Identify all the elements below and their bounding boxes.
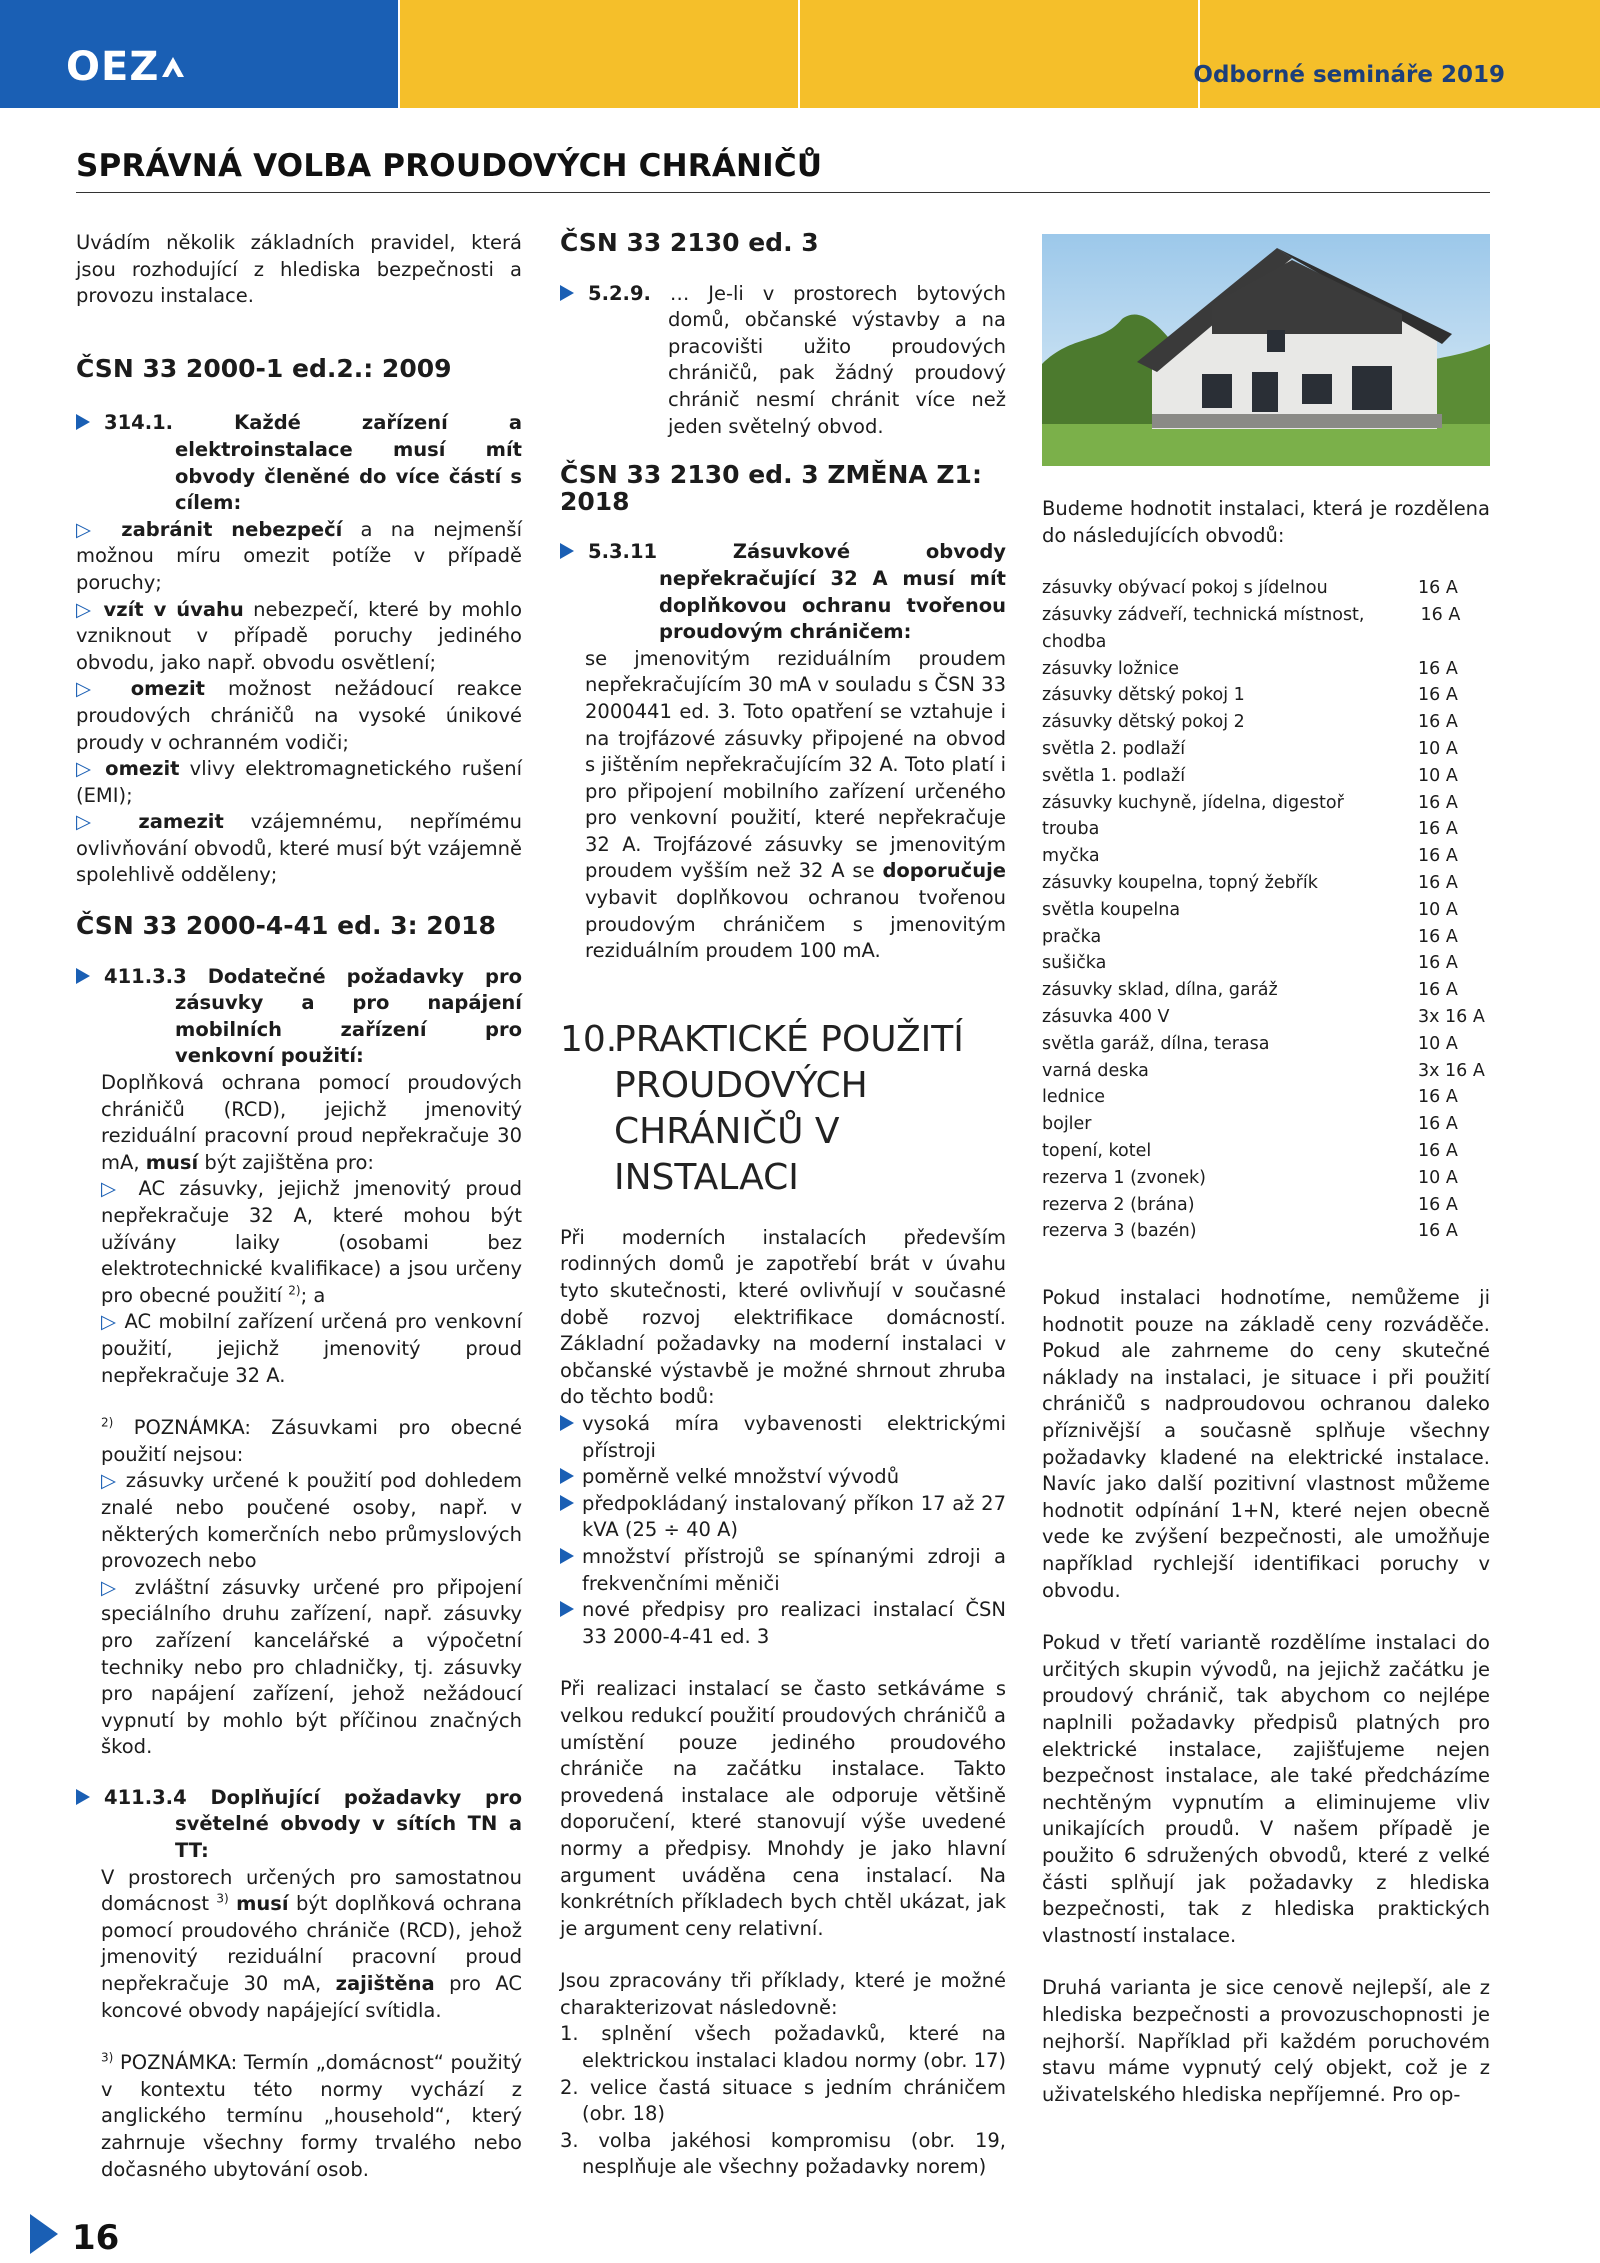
- circuit-name: varná deska: [1042, 1060, 1149, 1081]
- clause-5-2-9: 5.2.9. … Je-li v prostorech bytových domů, občanské výstavby a na pracovišti užito proudových chráničů, pak žádný proudový chránič nesmí chránit více než jeden světelný obvod.: [560, 281, 1006, 441]
- table-row: [1042, 575, 1490, 602]
- clause-triangle-icon: [560, 285, 574, 301]
- open-triangle-icon: ▷: [76, 757, 106, 781]
- house-photo: [1042, 234, 1490, 466]
- circuit-rating: 10 A: [1418, 899, 1458, 920]
- table-row: [1042, 843, 1490, 870]
- clause-number: 5.3.11: [588, 540, 658, 564]
- circuit-rating: 16 A: [1418, 1221, 1458, 1242]
- clause-title: Dodatečné požadavky pro zásuvky a pro napájení mobilních zařízení pro venkovní použití:: [175, 964, 522, 1068]
- event-title: Odborné semináře 2019: [1193, 62, 1505, 88]
- title-divider: [76, 192, 1490, 193]
- circuit-name: zásuvky obývací pokoj s jídelnou: [1042, 578, 1328, 599]
- list-item-text: nové předpisy pro realizaci instalací ČSN 33 2000-4-41 ed. 3: [582, 1598, 1006, 1648]
- circuit-rating: 10 A: [1418, 1167, 1458, 1188]
- table-row: [1042, 1058, 1490, 1085]
- table-row: [1042, 736, 1490, 763]
- col3-paragraph-1: Pokud instalaci hodnotíme, nemůžeme ji hodnotit pouze na základě ceny rozváděče. Pokud ale zahrneme do ceny skutečné náklady na instalaci, je situace i při použití chráničů s nadproudovou ochranou daleko příznivější a současně splňuje všechny požadavky kladené na elektrické instalace. Navíc jako další pozitivní vlastnost můžeme hodnotit odpínání 1+N, které nejen obecně vede ke zvýšení bezpečnosti, ale umožňuje například rychlejší identifikaci poruchy v obvodu.: [1042, 1286, 1490, 1602]
- circuit-rating: 16 A: [1418, 1087, 1458, 1108]
- column-1: [76, 230, 522, 2183]
- table-row: [1042, 1138, 1490, 1165]
- column-2: [560, 230, 1006, 2181]
- clause-number: 411.3.3: [104, 964, 187, 988]
- heading-csn-33-2130-z1: ČSN 33 2130 ed. 3 ZMĚNA Z1: 2018: [560, 460, 982, 516]
- bullet-triangle-icon: [560, 1601, 574, 1617]
- circuit-name: zásuvky dětský pokoj 1: [1042, 685, 1245, 706]
- circuit-rating: 10 A: [1418, 738, 1458, 759]
- clause-triangle-icon: [560, 543, 574, 559]
- table-row: [1042, 763, 1490, 790]
- circuit-rating: 16 A: [1418, 1194, 1458, 1215]
- table-row: [1042, 1111, 1490, 1138]
- list-item-bold: vzít v úvahu: [103, 597, 244, 621]
- heading-csn-33-2000-1: ČSN 33 2000-1 ed.2.: 2009: [76, 353, 452, 383]
- table-row: [1042, 602, 1490, 656]
- logo-triangle-icon: [162, 57, 184, 77]
- open-triangle-icon: ▷: [101, 1177, 139, 1201]
- header-bar: [0, 0, 1600, 108]
- oez-logo: OEZ: [66, 44, 184, 90]
- list-item: [560, 1411, 1006, 1464]
- circuit-name: trouba: [1042, 819, 1100, 840]
- circuit-name: zásuvky dětský pokoj 2: [1042, 712, 1245, 733]
- circuit-name: pračka: [1042, 926, 1102, 947]
- bullet-triangle-icon: [560, 1415, 574, 1431]
- circuit-rating: 10 A: [1418, 765, 1458, 786]
- open-triangle-icon: ▷: [101, 1575, 135, 1599]
- list-item: 3. volba jakéhosi kompromisu (obr. 19, nesplňuje ale všechny požadavky norem): [560, 2128, 1006, 2179]
- list-item: [560, 1464, 1006, 1491]
- circuit-rating: 16 A: [1418, 926, 1458, 947]
- requirements-list: [560, 1411, 1006, 1650]
- list-item: 1. splnění všech požadavků, které na elektrickou instalaci kladou normy (obr. 17): [560, 2022, 1007, 2073]
- page-title: SPRÁVNÁ VOLBA PROUDOVÝCH CHRÁNIČŮ: [76, 148, 823, 184]
- circuit-name: rezerva 3 (bazén): [1042, 1221, 1197, 1242]
- circuit-rating: 16 A: [1418, 953, 1458, 974]
- open-triangle-icon: ▷: [76, 810, 139, 834]
- header-yellow-band-3: [1200, 0, 1600, 108]
- open-triangle-icon: ▷: [101, 1310, 125, 1334]
- list-item: [76, 809, 522, 889]
- heading-csn-33-2000-4-41: ČSN 33 2000-4-41 ed. 3: 2018: [76, 911, 496, 941]
- list-item-text: množství přístrojů se spínanými zdroji a frekvenčními měniči: [582, 1544, 1006, 1595]
- list-item-text: vzájemnému, nepřímému ovlivňování obvodů, které musí být vzájemně spolehlivě odděleny;: [76, 810, 522, 887]
- table-row: [1042, 709, 1490, 736]
- circuit-name: zásuvky ložnice: [1042, 658, 1180, 679]
- circuit-name: světla koupelna: [1042, 899, 1181, 920]
- circuit-name: zásuvky kuchyně, jídelna, digestoř: [1042, 792, 1344, 813]
- circuit-rating: 16 A: [1418, 712, 1458, 733]
- list-item: 2. velice častá situace s jedním chráničem (obr. 18): [560, 2075, 1006, 2126]
- table-row: [1042, 1165, 1490, 1192]
- circuit-name: světla 1. podlaží: [1042, 765, 1186, 786]
- list-item-text: a na nejmenší možnou míru omezit potíže v případě poruchy;: [76, 517, 522, 594]
- list-item-text: nebezpečí, které by mohlo vzniknout v případě poruchy jediného obvodu, jako např. obvodu osvětlení;: [76, 597, 522, 674]
- table-row: [1042, 682, 1490, 709]
- circuit-name: světla garáž, dílna, terasa: [1042, 1033, 1270, 1054]
- open-triangle-icon: ▷: [101, 1469, 126, 1493]
- circuit-name: bojler: [1042, 1114, 1092, 1135]
- list-item-bold: zamezit: [138, 810, 224, 834]
- list-item-bold: omezit: [130, 677, 205, 701]
- clause-411-3-4: [76, 1785, 522, 1865]
- table-row: [1042, 816, 1490, 843]
- clause-title: Doplňující požadavky pro světelné obvody v sítích TN a TT:: [175, 1785, 522, 1863]
- page-number: 16: [72, 2218, 120, 2258]
- circuit-rating: 16 A: [1418, 1114, 1458, 1135]
- circuit-name: topení, kotel: [1042, 1140, 1152, 1161]
- col3-paragraph-2: Pokud v třetí variantě rozdělíme instalaci do určitých skupin vývodů, na jejichž začátku je proudový chránič, tak abychom co nejlépe naplnili požadavky předpisů platných pro elektrické instalace, zajišťujeme nejen bezpečnost instalace, ale také předcházíme nechtěným vypnutím a eliminujeme vliv unikajících proudů. V našem případě je použito 6 sdružených obvodů, které z velké části splňují jak požadavky z hlediska bezpečnosti, tak z hlediska praktických vlastností instalace.: [1042, 1631, 1490, 1947]
- circuit-rating: 16 A: [1418, 792, 1458, 813]
- table-row: [1042, 656, 1490, 683]
- list-item: [76, 597, 522, 677]
- list-item-text: vysoká míra vybavenosti elektrickými přístroji: [582, 1412, 1006, 1462]
- open-triangle-icon: ▷: [76, 517, 122, 541]
- header-blue-band: [0, 0, 398, 108]
- circuit-name: rezerva 2 (brána): [1042, 1194, 1195, 1215]
- clause-5-3-11: [560, 539, 1006, 645]
- list-item: [76, 756, 522, 809]
- list-item: [560, 1491, 1006, 1544]
- list-item: [76, 517, 522, 597]
- table-row: [1042, 924, 1490, 951]
- table-row: [1042, 1031, 1490, 1058]
- list-item-text: předpokládaný instalovaný příkon 17 až 27 kVA (25 ÷ 40 A): [582, 1491, 1006, 1542]
- list-item: [76, 676, 522, 756]
- circuit-rating: 16 A: [1418, 980, 1458, 1001]
- circuit-rating: 16 A: [1418, 846, 1458, 867]
- circuit-name: zásuvka 400 V: [1042, 1006, 1170, 1027]
- circuit-rating: 16 A: [1418, 819, 1458, 840]
- circuits-intro: Budeme hodnotit instalaci, která je rozdělena do následujících obvodů:: [1042, 497, 1490, 547]
- circuit-name: myčka: [1042, 846, 1100, 867]
- circuit-rating: 10 A: [1418, 1033, 1458, 1054]
- table-row: [1042, 1004, 1490, 1031]
- section-10-paragraph-1: Při moderních instalacích především rodinných domů je zapotřebí brát v úvahu tyto skutečnosti, které ovlivňují v současné době rozvoj elektrifikace domácností. Základní požadavky na moderní instalaci v občanské výstavbě je možné shrnout zhruba do těchto bodů:: [560, 1225, 1006, 1409]
- clause-title: Zásuvkové obvody nepřekračující 32 A musí mít doplňkovou ochranu tvořenou proudovým chráničem:: [659, 540, 1006, 644]
- heading-csn-33-2130: ČSN 33 2130 ed. 3: [560, 228, 819, 257]
- clause-411-3-3: [76, 964, 522, 1070]
- table-row: [1042, 1192, 1490, 1219]
- list-item-text: možnost nežádoucí reakce proudových chráničů na vysoké únikové proudy v ochranném vodiči;: [76, 677, 522, 754]
- clause-number: 314.1.: [104, 411, 174, 435]
- section-10-paragraph-2: Při realizaci instalací se často setkáváme s velkou redukcí použití proudových chráničů a umístění pouze jediného proudového chrániče na začátku instalace. Takto provedená instalace ale odporuje většině doporučení, které stanovují výše uvedené normy a předpisy. Mnohdy je jako hlavní argument uváděna cena instalací. Na konkrétních příkladech bych chtěl ukázat, jak je argument ceny relativní.: [560, 1677, 1006, 1940]
- clause-triangle-icon: [76, 968, 90, 984]
- col3-paragraph-3: Druhá varianta je sice cenově nejlepší, ale z hlediska bezpečnosti a provozuschopnosti je nejhorší. Například při každém poruchovém stavu máme vypnutý celý objekt, což je z uživatelského hlediska nepříjemné. Pro op-: [1042, 1976, 1490, 2106]
- circuit-rating: 16 A: [1418, 1140, 1458, 1161]
- circuit-name: zásuvky koupelna, topný žebřík: [1042, 872, 1318, 893]
- table-row: [1042, 1084, 1490, 1111]
- bullet-triangle-icon: [560, 1548, 574, 1564]
- bullet-triangle-icon: [560, 1468, 574, 1484]
- section-10-paragraph-3: Jsou zpracovány tři příklady, které je možné charakterizovat následovně:: [560, 1969, 1006, 2019]
- list-item: ▷ zvláštní zásuvky určené pro připojení speciálního druhu zařízení, např. zásuvky pro zařízení kancelářské a výpočetní techniky nebo pro chladničky, tj. zásuvky pro napájení zařízení, jehož nežádoucí vypnutí by mohlo být příčinou značných škod.: [101, 1575, 522, 1759]
- list-item-text: poměrně velké množství vývodů: [582, 1465, 900, 1489]
- note-3: $^{3)}$ POZNÁMKA: Termín „domácnost“ použitý v kontextu této normy vychází z anglického termínu „household“, který zahrnuje všechny formy trvalého nebo dočasného ubytování osob.: [101, 2050, 522, 2181]
- page-number-triangle-icon: [30, 2214, 58, 2254]
- examples-list: [560, 2021, 1006, 2181]
- circuit-rating: 16 A: [1420, 604, 1461, 625]
- clause-number: 411.3.4: [104, 1785, 187, 1809]
- note-2: $^{2)}$ POZNÁMKA: Zásuvkami pro obecné použití nejsou:: [101, 1415, 522, 1466]
- circuit-name: lednice: [1042, 1087, 1106, 1108]
- clause-number: 5.2.9.: [588, 281, 651, 305]
- clause-triangle-icon: [76, 1789, 90, 1805]
- clause-314-list: [76, 517, 522, 889]
- circuit-name: zásuvky sklad, dílna, garáž: [1042, 980, 1278, 1001]
- list-item: ▷ AC zásuvky, jejichž jmenovitý proud nepřekračuje 32 A, které mohou být užívány laiky (osobami bez elektrotechnické kvalifikace) a jsou určeny pro obecné použití $^{2)}$; a: [101, 1177, 522, 1307]
- list-item: ▷ AC mobilní zařízení určená pro venkovní použití, jejichž jmenovitý proud nepřekračuje 32 A.: [101, 1310, 522, 1387]
- circuit-rating: 16 A: [1418, 658, 1458, 679]
- circuit-rating: 16 A: [1418, 685, 1458, 706]
- list-item-text: vlivy elektromagnetického rušení (EMI);: [76, 757, 522, 807]
- list-item: [560, 1544, 1006, 1597]
- table-row: [1042, 1218, 1490, 1245]
- table-row: [1042, 870, 1490, 897]
- list-item-bold: zabránit nebezpečí: [121, 517, 343, 541]
- section-number: 10.: [560, 1018, 618, 1060]
- circuit-name: rezerva 1 (zvonek): [1042, 1167, 1206, 1188]
- clause-411-3-4-body: V prostorech určených pro samostatnou domácnost $^{3)}$ musí být doplňková ochrana pomocí proudového chrániče (RCD), jehož jmenovitý reziduální pracovní proud nepřekračuje 30 mA, zajištěna pro AC koncové obvody napájející svítidla. $^{3)}$ POZNÁMKA: Termín „domácnost“ použitý v kontextu této normy vychází z anglického termínu „household“, který zahrnuje všechny formy trvalého nebo dočasného ubytování osob.: [76, 1865, 522, 2184]
- list-item: ▷ zásuvky určené k použití pod dohledem znalé nebo poučené osoby, např. v některých komerčních nebo průmyslových provozech nebo: [101, 1469, 522, 1573]
- column-3: [1042, 230, 1490, 2108]
- open-triangle-icon: ▷: [76, 677, 131, 701]
- circuit-rating: 16 A: [1418, 578, 1458, 599]
- circuits-table: [1042, 575, 1490, 1245]
- circuit-rating: 3x 16 A: [1418, 1060, 1485, 1081]
- circuit-name: světla 2. podlaží: [1042, 738, 1186, 759]
- table-row: [1042, 977, 1490, 1004]
- section-10-heading: [560, 1017, 1006, 1201]
- header-yellow-band-2: [800, 0, 1198, 108]
- clause-314-1: [76, 410, 522, 516]
- clause-title: Každé zařízení a elektroinstalace musí mít obvody členěné do více částí s cílem:: [175, 411, 522, 515]
- table-row: [1042, 790, 1490, 817]
- table-row: [1042, 950, 1490, 977]
- open-triangle-icon: ▷: [76, 597, 104, 621]
- intro-paragraph: Uvádím několik základních pravidel, která jsou rozhodující z hlediska bezpečnosti a provozu instalace.: [76, 231, 522, 308]
- list-item: [560, 1597, 1006, 1650]
- list-item-bold: omezit: [105, 757, 180, 781]
- bullet-triangle-icon: [560, 1495, 574, 1511]
- circuit-name: sušička: [1042, 953, 1107, 974]
- clause-5-3-11-body: se jmenovitým reziduálním proudem nepřekračujícím 30 mA v souladu s ČSN 33 2000441 ed. 3. Toto opatření se vztahuje i na trojfázové zásuvky připojené na obvod s jištěním nepřekračujícím 32 A. Toto platí i pro připojení mobilního zařízení určeného pro venkovní použití, které nepřekračuje 32 A. Trojfázové zásuvky se jmenovitým proudem vyšším než 32 A se doporučuje vybavit doplňkovou ochranou tvořenou proudovým chráničem s jmenovitým reziduálním proudem 100 mA.: [585, 646, 1006, 963]
- circuit-rating: 16 A: [1418, 872, 1458, 893]
- table-row: [1042, 897, 1490, 924]
- circuit-name: zásuvky zádveří, technická místnost, chodba: [1042, 604, 1365, 652]
- section-title: PRAKTICKÉ POUŽITÍ PROUDOVÝCH CHRÁNIČŮ V INSTALACI: [614, 1018, 964, 1198]
- clause-411-body: Doplňková ochrana pomocí proudových chráničů (RCD), jejichž jmenovitý reziduální pracovní proud nepřekračuje 30 mA, musí být zajištěna pro: ▷ AC zásuvky, jejichž jmenovitý proud nepřekračuje 32 A, které mohou být užívány laiky (osobami bez elektrotechnické kvalifikace) a jsou určeny pro obecné použití $^{2)}$; a ▷ AC mobilní zařízení určená pro venkovní použití, jejichž jmenovitý proud nepřekračuje 32 A. $^{2)}$ POZNÁMKA: Zásuvkami pro obecné použití nejsou: ▷ zásuvky určené k použití pod dohledem znalé nebo poučené osoby, např. v některých komerčních nebo průmyslových provozech nebo ▷ zvláštní zásuvky určené pro připojení speciálního druhu zařízení, např. zásuvky pro zařízení kancelářské a výpočetní techniky nebo pro chladničky, tj. zásuvky pro napájení zařízení, jehož nežádoucí vypnutí by mohlo být příčinou značných škod.: [76, 1070, 522, 1761]
- circuit-rating: 3x 16 A: [1418, 1006, 1485, 1027]
- header-yellow-band-1: [400, 0, 798, 108]
- clause-triangle-icon: [76, 414, 90, 430]
